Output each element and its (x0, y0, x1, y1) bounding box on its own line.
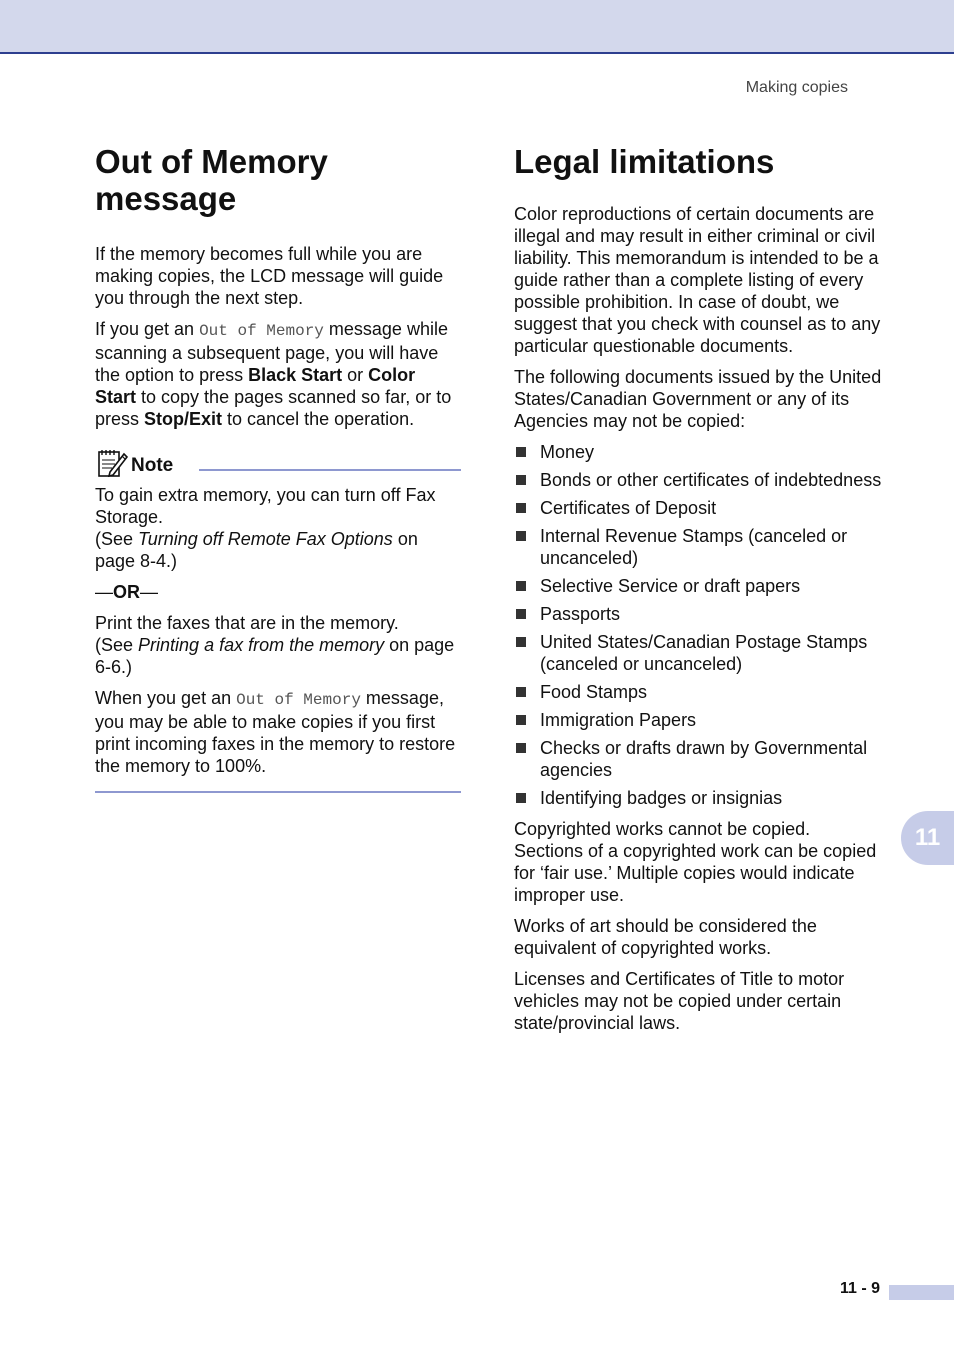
list-item: Internal Revenue Stamps (canceled or uncanceled) (514, 525, 882, 569)
header-band (0, 0, 954, 54)
list-item: Food Stamps (514, 681, 882, 703)
bullet-square-icon (516, 609, 526, 619)
bullet-square-icon (516, 447, 526, 457)
note-label: Note (131, 455, 174, 476)
reference-remote-fax-options: Turning off Remote Fax Options (138, 529, 393, 549)
list-item: Passports (514, 603, 882, 625)
section-title-out-of-memory: Out of Memory message (95, 143, 328, 217)
paragraph-works-of-art: Works of art should be considered the equivalent of copyrighted works. (514, 916, 817, 958)
bullet-square-icon (516, 715, 526, 725)
bullet-square-icon (516, 687, 526, 697)
note-paragraph-print-faxes: Print the faxes that are in the memory. (See Printing a fax from the memory on page 6-6.) (95, 613, 455, 677)
bullet-square-icon (516, 475, 526, 485)
stop-exit-key: Stop/Exit (144, 409, 223, 429)
lcd-message-code: Out of Memory (236, 691, 361, 709)
right-column (514, 143, 882, 1043)
paragraph-out-of-memory-scan: If you get an Out of Memory message while scanning a subsequent page, you will have the option to press Black Start or Color Start to copy the pages scanned so far, or to press Stop/Exit to cancel the operation. (95, 319, 452, 429)
prohibited-documents-list (514, 441, 882, 809)
note-pencil-icon (96, 448, 130, 478)
paragraph-memory-full: If the memory becomes full while you are making copies, the LCD message will guide you through the next step. (95, 244, 444, 308)
bullet-square-icon (516, 503, 526, 513)
bullet-square-icon (516, 531, 526, 541)
list-item: Bonds or other certificates of indebtedness (514, 469, 882, 491)
note-header (95, 448, 461, 480)
running-head: Making copies (745, 79, 848, 96)
note-or-separator: —OR— (95, 582, 158, 602)
list-item: United States/Canadian Postage Stamps (canceled or uncanceled) (514, 631, 882, 675)
bullet-square-icon (516, 743, 526, 753)
list-item: Selective Service or draft papers (514, 575, 882, 597)
note-paragraph-restore-memory: When you get an Out of Memory message, you may be able to make copies if you first print incoming faxes in the memory to restore the memory to 100%. (95, 688, 456, 776)
bullet-square-icon (516, 581, 526, 591)
note-paragraph-fax-storage: To gain extra memory, you can turn off Fax Storage. (See Turning off Remote Fax Options on page 8-4.) (95, 485, 436, 571)
reference-printing-fax: Printing a fax from the memory (138, 635, 385, 655)
note-bottom-rule (95, 791, 461, 793)
list-item: Checks or drafts drawn by Governmental agencies (514, 737, 882, 781)
paragraph-licenses: Licenses and Certificates of Title to motor vehicles may not be copied under certain state/provincial laws. (514, 969, 845, 1033)
lcd-message-code: Out of Memory (199, 322, 324, 340)
bullet-square-icon (516, 637, 526, 647)
left-column (95, 143, 461, 793)
paragraph-color-reproductions: Color reproductions of certain documents are illegal and may result in either criminal or civil liability. This memorandum is intended to be a guide rather than a complete listing of every possible prohibition. In case of doubt, we suggest that you check with counsel as to any particular questionable documents. (514, 204, 881, 356)
note-top-rule (199, 469, 461, 471)
chapter-tab: 11 (901, 811, 954, 865)
paragraph-copyrighted-works: Copyrighted works cannot be copied. Sections of a copyrighted work can be copied for ‘fair use.’ Multiple copies would indicate improper use. (514, 819, 877, 905)
list-item: Immigration Papers (514, 709, 882, 731)
section-title-legal-limitations: Legal limitations (514, 143, 775, 180)
page-number: 11 - 9 (839, 1280, 880, 1297)
color-start-key: Color Start (95, 365, 416, 407)
black-start-key: Black Start (248, 365, 343, 385)
paragraph-following-documents: The following documents issued by the United States/Canadian Government or any of its Agencies may not be copied: (514, 367, 882, 431)
list-item: Identifying badges or insignias (514, 787, 882, 809)
list-item: Money (514, 441, 882, 463)
footer-bar (889, 1285, 954, 1300)
bullet-square-icon (516, 793, 526, 803)
list-item: Certificates of Deposit (514, 497, 882, 519)
